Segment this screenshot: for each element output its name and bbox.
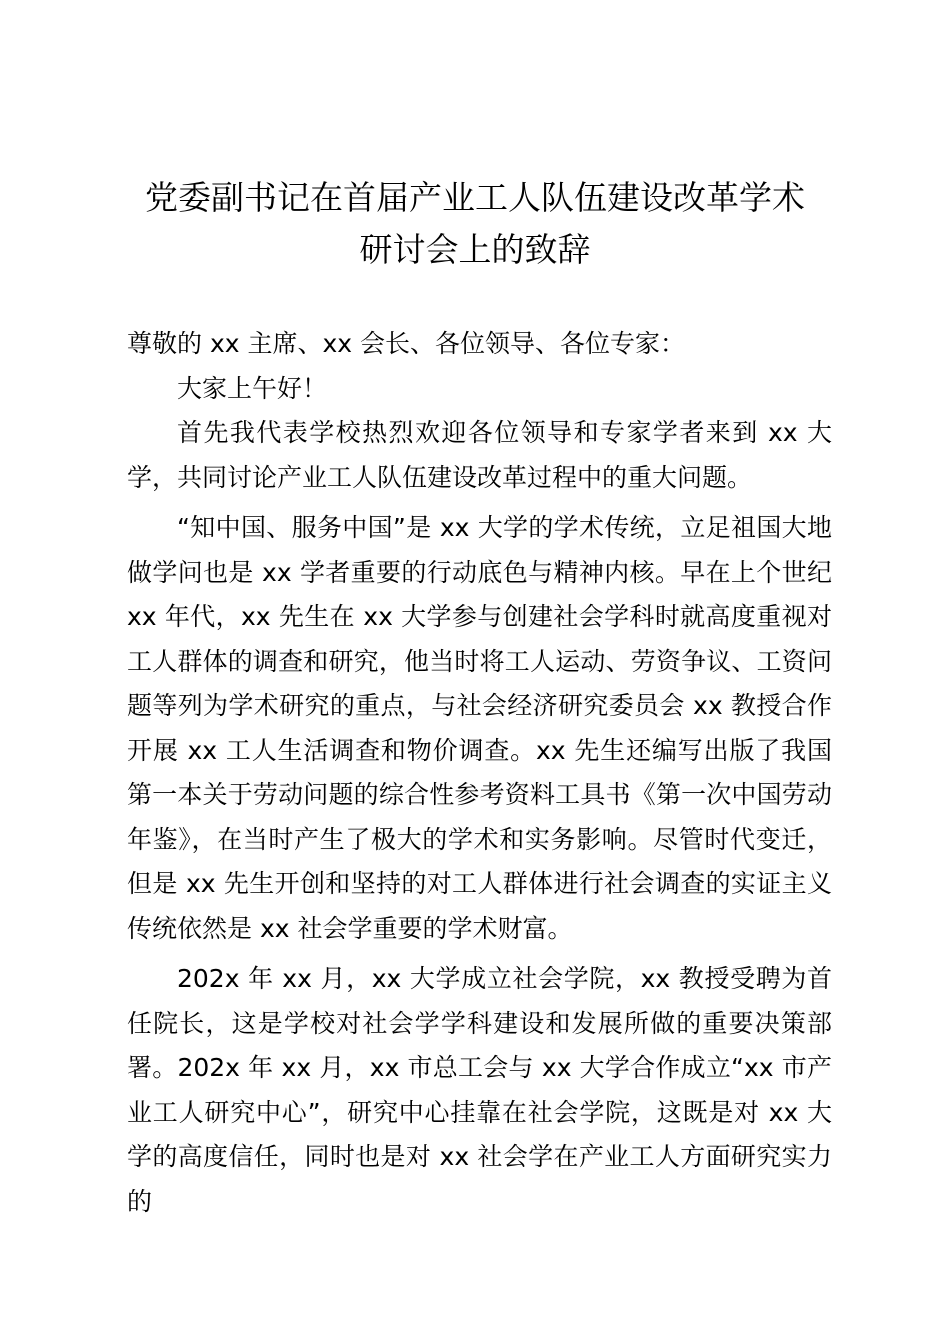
document-body: [127, 322, 832, 1224]
paragraph-tradition: “知中国、服务中国”是 xx 大学的学术传统，立足祖国大地做学问也是 xx 学者重要的行动底色与精神内核。早在上个世纪 xx 年代，xx 先生在 xx 大学参与创建社会学科时就高度重视对工人群体的调查和研究，他当时将工人运动、劳资争议、工资问题等列为学术研究的重点，与社会经济研究委员会 xx 教授合作开展 xx 工人生活调查和物价调查。xx 先生还编写出版了我国第一本关于劳动问题的综合性参考资料工具书《第一次中国劳动年鉴》，在当时产生了极大的学术和实务影响。尽管时代变迁，但是 xx 先生开创和坚持的对工人群体进行社会调查的实证主义传统依然是 xx 社会学重要的学术财富。: [127, 513, 832, 943]
title-line-2: 研讨会上的致辞: [359, 230, 591, 269]
document-title: [100, 172, 850, 276]
salutation: 尊敬的 xx 主席、xx 会长、各位领导、各位专家：: [127, 329, 686, 358]
title-line-1: 党委副书记在首届产业工人队伍建设改革学术: [145, 178, 805, 217]
paragraph-greeting: 大家上午好！: [177, 373, 328, 403]
paragraph-welcome: 首先我代表学校热烈欢迎各位领导和专家学者来到 xx 大学，共同讨论产业工人队伍建设改革过程中的重大问题。: [127, 418, 832, 492]
paragraph-institute: 202x 年 xx 月，xx 大学成立社会学院，xx 教授受聘为首任院长，这是学校对社会学学科建设和发展所做的重要决策部署。202x 年 xx 月，xx 市总工会与 xx 大学合作成立“xx 市产业工人研究中心”，研究中心挂靠在社会学院，这既是对 xx 大学的高度信任，同时也是对 xx 社会学在产业工人方面研究实力的: [127, 964, 832, 1216]
